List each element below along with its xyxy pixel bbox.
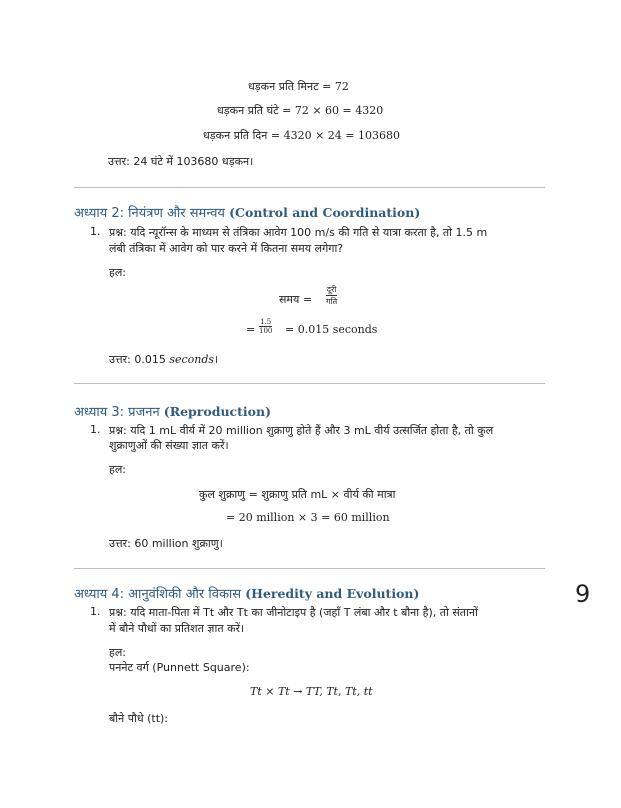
label: धड़कन प्रति घंटे <box>217 104 279 117</box>
question-line-1: प्रश्न: यदि माता-पिता में Tt और Tt का जीनोटाइप है (जहाँ T लंबा और t बौना है), तो संतानों <box>109 606 478 619</box>
equals-sign: = <box>246 323 256 336</box>
chapter-3-heading <box>74 402 271 420</box>
heading-hindi: अध्याय 4: आनुवंशिकी और विकास <box>74 587 246 602</box>
page-number: 9 <box>575 580 591 608</box>
value: = 72 × 60 = 4320 <box>282 104 384 117</box>
heading-english: (Control and Coordination) <box>229 205 421 220</box>
solution-label: हल: <box>109 463 127 476</box>
answer-sperm: उत्तर: 60 million शुक्राणु। <box>109 537 223 550</box>
question-line-2: लंबी तंत्रिका में आवेग को पार करने में कितना समय लगेगा? <box>109 242 344 255</box>
question-number: 1. <box>90 605 101 618</box>
question-line-2: शुक्राणुओं की संख्या ज्ञात करें। <box>109 439 229 452</box>
answer-time <box>109 352 218 367</box>
beats-per-hour-line <box>217 103 383 118</box>
denominator: 100 <box>259 327 273 335</box>
answer-end: । <box>214 353 219 366</box>
heading-english: (Reproduction) <box>163 404 272 419</box>
heading-english: (Heredity and Evolution) <box>245 586 420 601</box>
question-number: 1. <box>90 423 101 436</box>
question-line-2: में बौने पौधों का प्रतिशत ज्ञात करें। <box>109 622 245 635</box>
value: = 72 <box>322 80 349 93</box>
genetic-cross: Tt × Tt → TT, Tt, Tt, tt <box>250 685 373 698</box>
solution-label: हल: <box>109 646 127 659</box>
heading-hindi: अध्याय 3: प्रजनन <box>74 405 164 420</box>
sperm-calculation: = 20 million × 3 = 60 million <box>226 511 390 524</box>
punnett-square-label: पननेट वर्ग (Punnett Square): <box>109 661 250 674</box>
label: धड़कन प्रति मिनट <box>248 80 319 93</box>
question-line-1: प्रश्न: यदि न्यूरॉन्स के माध्यम से तंत्रिका आवेग 100 m/s की गति से यात्रा करता है, तो 1.5 m <box>109 226 488 239</box>
numerator: 1.5 <box>260 318 272 326</box>
label: धड़कन प्रति दिन <box>203 129 268 142</box>
sperm-formula: कुल शुक्राणु = शुक्राणु प्रति mL × वीर्य की मात्रा <box>199 488 396 501</box>
beats-per-minute-line <box>248 79 349 94</box>
divider <box>74 187 545 188</box>
value-fraction <box>259 318 272 335</box>
beats-per-day-line <box>203 128 400 143</box>
denominator: गति <box>326 297 338 306</box>
answer-label: उत्तर: 0.015 <box>109 353 170 366</box>
numerator: दूरी <box>326 285 337 294</box>
divider <box>74 383 545 384</box>
time-formula-lhs: समय = <box>279 293 313 306</box>
chapter-4-heading <box>74 584 419 602</box>
question-number: 1. <box>90 225 101 238</box>
heading-hindi: अध्याय 2: नियंत्रण और समन्वय <box>74 206 230 221</box>
result-value: = 0.015 seconds <box>285 323 378 336</box>
answer-unit: seconds <box>169 353 215 366</box>
answer-heartbeat: उत्तर: 24 घंटे में 103680 धड़कन। <box>108 155 254 168</box>
distance-over-speed-fraction <box>326 284 337 307</box>
solution-label: हल: <box>109 266 127 279</box>
chapter-2-heading <box>74 203 420 221</box>
divider <box>74 568 545 569</box>
value: = 4320 × 24 = 103680 <box>270 129 400 142</box>
dwarf-plants-label: बौने पौधे (tt): <box>109 712 169 725</box>
question-line-1: प्रश्न: यदि 1 mL वीर्य में 20 million शुक्राणु होते हैं और 3 mL वीर्य उत्सर्जित होता है, तो कुल <box>109 424 494 437</box>
